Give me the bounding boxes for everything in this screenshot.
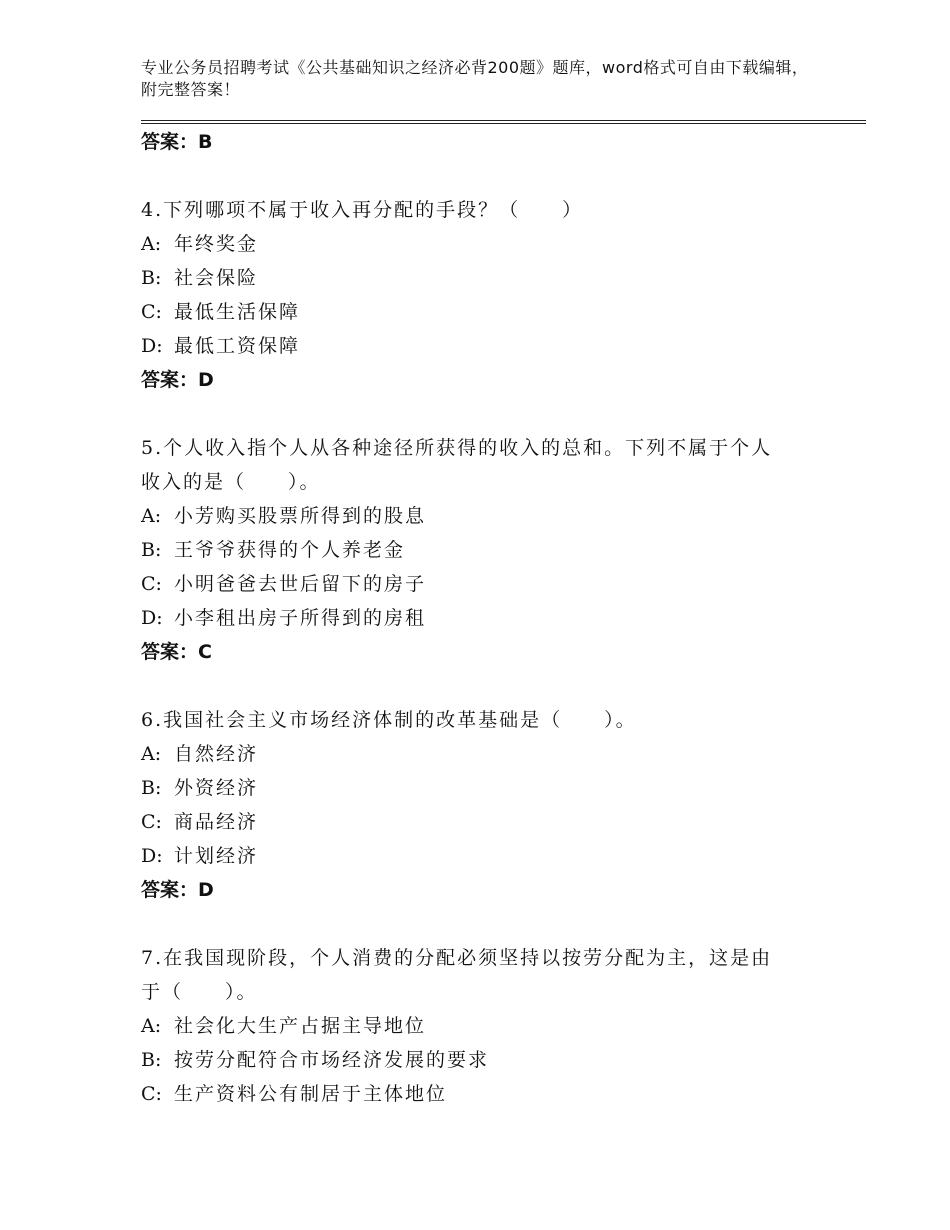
option-a[interactable] [141, 737, 801, 771]
option-label: A: [141, 1015, 162, 1037]
option-label: C: [141, 1083, 162, 1105]
question-block [141, 431, 801, 669]
option-label: D: [141, 845, 163, 867]
option-d[interactable] [141, 601, 801, 635]
spacer [141, 397, 801, 431]
option-text: 小芳购买股票所得到的股息 [174, 505, 427, 527]
option-text: 外资经济 [174, 777, 259, 799]
option-a[interactable] [141, 499, 801, 533]
option-a[interactable] [141, 227, 801, 261]
question-text: 7.在我国现阶段，个人消费的分配必须坚持以按劳分配为主，这是由 [141, 947, 773, 969]
question-block [141, 193, 801, 397]
question-text-cont: 于（ ）。 [141, 981, 258, 1003]
option-text: 最低生活保障 [174, 301, 301, 323]
option-c[interactable] [141, 295, 801, 329]
option-label: B: [141, 267, 162, 289]
option-text: 小明爸爸去世后留下的房子 [174, 573, 427, 595]
option-label: A: [141, 505, 162, 527]
spacer [141, 669, 801, 703]
question-list [141, 125, 801, 1111]
option-label: B: [141, 777, 162, 799]
header-divider [141, 120, 866, 121]
option-c[interactable] [141, 1077, 801, 1111]
option-label: A: [141, 233, 162, 255]
option-label: C: [141, 301, 162, 323]
header-divider-double [141, 123, 866, 124]
option-label: C: [141, 573, 162, 595]
option-text: 自然经济 [174, 743, 259, 765]
question-text-cont: 收入的是（ ）。 [141, 471, 321, 493]
option-text: 按劳分配符合市场经济发展的要求 [174, 1049, 490, 1071]
option-c[interactable] [141, 805, 801, 839]
option-a[interactable] [141, 1009, 801, 1043]
option-label: A: [141, 743, 162, 765]
document-header: 专业公务员招聘考试《公共基础知识之经济必背200题》题库，word格式可自由下载编辑，附完整答案！ [141, 58, 809, 99]
option-text: 年终奖金 [174, 233, 259, 255]
previous-answer: 答案：B [141, 131, 213, 153]
option-b[interactable] [141, 1043, 801, 1077]
option-text: 商品经济 [174, 811, 259, 833]
question-text: 5.个人收入指个人从各种途径所获得的收入的总和。下列不属于个人 [141, 437, 773, 459]
question-block [141, 941, 801, 1111]
option-b[interactable] [141, 261, 801, 295]
option-text: 社会化大生产占据主导地位 [174, 1015, 427, 1037]
answer: 答案：C [141, 641, 212, 663]
option-label: B: [141, 1049, 162, 1071]
answer: 答案：D [141, 879, 214, 901]
option-label: D: [141, 335, 163, 357]
option-text: 最低工资保障 [174, 335, 301, 357]
answer: 答案：D [141, 369, 214, 391]
option-b[interactable] [141, 533, 801, 567]
question-block [141, 703, 801, 907]
option-text: 小李租出房子所得到的房租 [174, 607, 427, 629]
option-label: C: [141, 811, 162, 833]
option-text: 王爷爷获得的个人养老金 [174, 539, 406, 561]
option-text: 社会保险 [174, 267, 259, 289]
option-c[interactable] [141, 567, 801, 601]
spacer [141, 159, 801, 193]
option-b[interactable] [141, 771, 801, 805]
spacer [141, 907, 801, 941]
option-text: 计划经济 [174, 845, 259, 867]
question-text: 6.我国社会主义市场经济体制的改革基础是（ ）。 [141, 709, 637, 731]
question-text: 4.下列哪项不属于收入再分配的手段？（ ） [141, 199, 584, 221]
option-label: B: [141, 539, 162, 561]
option-d[interactable] [141, 839, 801, 873]
option-text: 生产资料公有制居于主体地位 [174, 1083, 448, 1105]
option-d[interactable] [141, 329, 801, 363]
option-label: D: [141, 607, 163, 629]
